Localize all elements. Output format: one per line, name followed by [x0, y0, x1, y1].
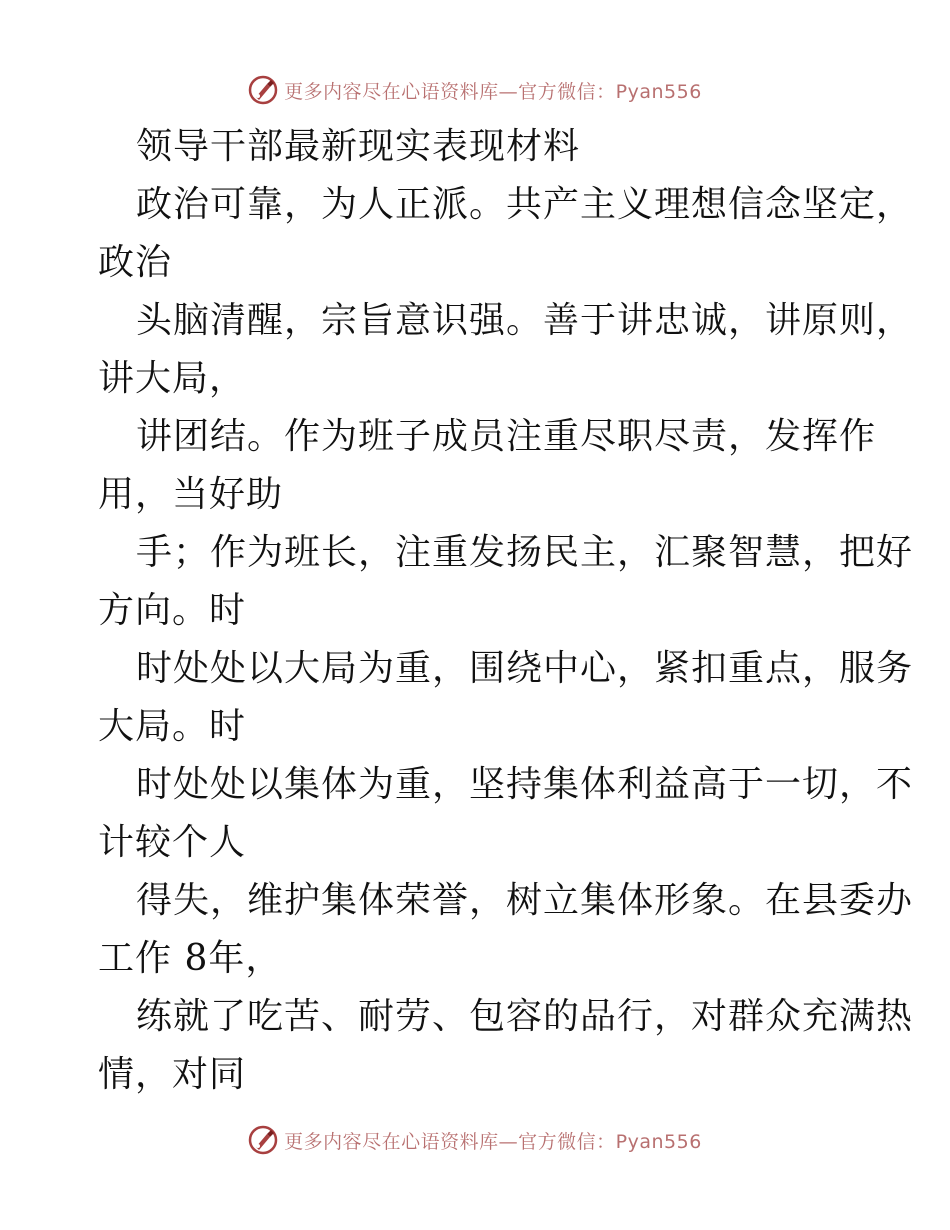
- watermark-text: 更多内容尽在心语资料库—官方微信：Pyan556: [284, 80, 702, 103]
- document-title: 领导干部最新现实表现材料: [136, 126, 581, 167]
- pen-logo-icon: [248, 1125, 278, 1155]
- paragraph-line: 练就了吃苦、耐劳、包容的品行，对群众充满热: [136, 996, 914, 1037]
- paragraph-line: 时处处以集体为重，坚持集体利益高于一切，不: [136, 764, 914, 805]
- paragraph-line: 头脑清醒，宗旨意识强。善于讲忠诚，讲原则，: [136, 300, 914, 341]
- paragraph-line: 讲团结。作为班子成员注重尽职尽责，发挥作: [136, 416, 877, 457]
- header-watermark: [0, 70, 950, 110]
- paragraph-line: 时处处以大局为重，围绕中心，紧扣重点，服务: [136, 648, 914, 689]
- pen-logo-icon: [248, 75, 278, 105]
- paragraph-line: 计较个人: [98, 822, 247, 863]
- paragraph-line: 得失，维护集体荣誉，树立集体形象。在县委办: [136, 880, 914, 921]
- paragraph-line: 情，对同: [98, 1054, 247, 1095]
- paragraph-line: 用，当好助: [98, 474, 284, 515]
- paragraph-line: 方向。时: [98, 590, 247, 631]
- watermark-text: 更多内容尽在心语资料库—官方微信：Pyan556: [284, 1130, 702, 1153]
- paragraph-line: 讲大局，: [98, 358, 247, 399]
- footer-watermark: [0, 1120, 950, 1160]
- document-body: [98, 118, 914, 1104]
- paragraph-line: 大局。时: [98, 706, 247, 747]
- paragraph-line: 手；作为班长，注重发扬民主，汇聚智慧，把好: [136, 532, 914, 573]
- paragraph-line: 工作 8年，: [98, 938, 283, 979]
- paragraph-line: 政治可靠，为人正派。共产主义理想信念坚定，: [136, 184, 914, 225]
- paragraph-line: 政治: [98, 242, 173, 283]
